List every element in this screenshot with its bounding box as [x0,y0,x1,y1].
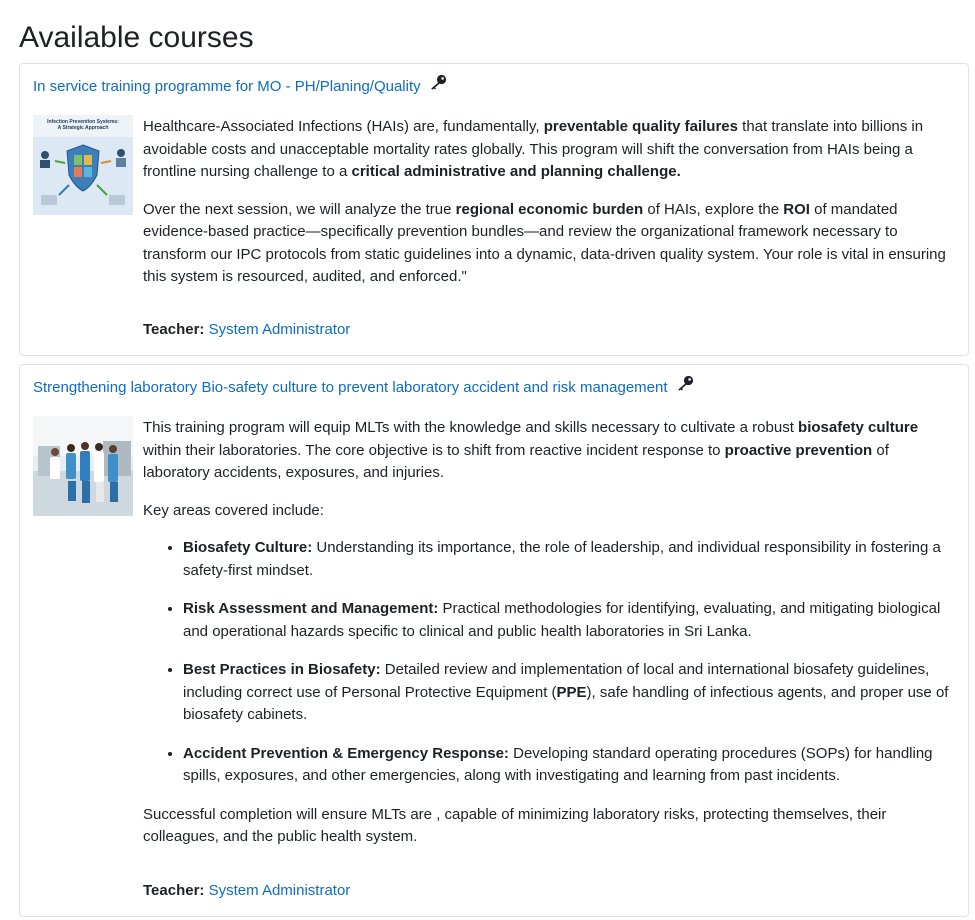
list-item-text: ), safe handling of infectious agents, and proper use of biosafety cabinets. [183,683,949,723]
summary-bold: biosafety culture [798,419,919,436]
list-item-heading: Biosafety Culture: [183,539,313,556]
course-summary [143,116,958,304]
teacher-name-link[interactable]: System Administrator [208,882,351,899]
summary-bold: ROI [783,200,810,218]
summary-paragraph [143,199,958,289]
course-title-text[interactable]: Strengthening laboratory Bio-safety culture to prevent laboratory accident and risk management [33,379,668,396]
list-item [183,659,958,727]
summary-paragraph: Key areas covered include: [143,501,324,519]
summary-bold: preventable quality failures [543,118,738,135]
list-item-bold: PPE [556,683,587,701]
summary-text: within their laboratories. The core objective is to shift from reactive incident response to [143,441,725,459]
course-box [19,63,969,356]
summary-text: that translate into billions in avoidable costs and unacceptable mortality rates globally. This program will shift the conversation from HAIs being a frontline nursing challenge to a [143,118,924,180]
course-title-link[interactable] [33,377,694,399]
summary-bold: critical administrative and planning challenge. [351,163,681,180]
list-item-heading: Risk Assessment and Management: [183,600,439,617]
key-areas-list [143,537,958,788]
course-title-link[interactable] [33,76,447,98]
svg-text:Infection Prevention Systems:: Infection Prevention Systems: [47,119,119,125]
teacher-info [143,880,350,902]
list-item [183,743,958,788]
teacher-info [143,319,350,341]
summary-paragraph: Successful completion will ensure MLTs are , capable of minimizing laboratory risks, protecting themselves, their colleagues, and the public health system. [143,805,887,845]
course-box [19,364,969,917]
list-item [183,598,958,643]
summary-text: of mandated evidence-based practice—specifically prevention bundles—and review the organizational framework necessary to transform our IPC protocols from static guidelines into a dynamic, data-driven quality system. Your role is vital in ensuring this system is resourced, audited, and enforced." [143,200,946,285]
list-item [183,537,958,582]
summary-text: Healthcare-Associated Infections (HAIs) are, fundamentally, [143,118,544,135]
list-item-heading: Best Practices in Biosafety: [183,661,381,678]
teacher-label: Teacher: [143,321,205,338]
list-item-text: Understanding its importance, the role of leadership, and individual responsibility in fostering a safety-first mindset. [183,539,941,579]
page-title: Available courses [19,21,254,54]
key-icon [429,74,447,97]
list-item-heading: Accident Prevention & Emergency Response: [183,744,509,762]
summary-text: This training program will equip MLTs with the knowledge and skills necessary to cultivate a robust [143,419,799,436]
summary-bold: regional economic burden [455,200,644,218]
teacher-name-link[interactable]: System Administrator [208,321,351,338]
key-icon [676,375,694,398]
list-item-text: Detailed review and implementation of local and international biosafety guidelines, including correct use of Personal Protective Equipment ( [183,661,930,701]
svg-text:A Strategic Approach: A Strategic Approach [57,125,109,131]
summary-text: of HAIs, explore the [643,200,784,218]
summary-text: of laboratory accidents, exposures, and injuries. [143,441,889,481]
summary-paragraph [143,116,958,184]
summary-paragraph [143,417,958,485]
list-item-text: Developing standard operating procedures (SOPs) for handling spills, exposures, and other emergencies, along with investigating and learning from past incidents. [183,744,933,784]
course-summary [143,417,958,864]
list-item-text: Practical methodologies for identifying, evaluating, and mitigating biological and operational hazards specific to clinical and public health laboratories in Sri Lanka. [183,600,941,640]
summary-bold: proactive prevention [724,441,873,459]
teacher-label: Teacher: [143,882,205,899]
summary-text: Over the next session, we will analyze the true [143,200,456,218]
course-image[interactable] [33,416,133,516]
course-title-text[interactable]: In service training programme for MO - PH/Planing/Quality [33,78,421,95]
course-image[interactable] [33,115,133,215]
